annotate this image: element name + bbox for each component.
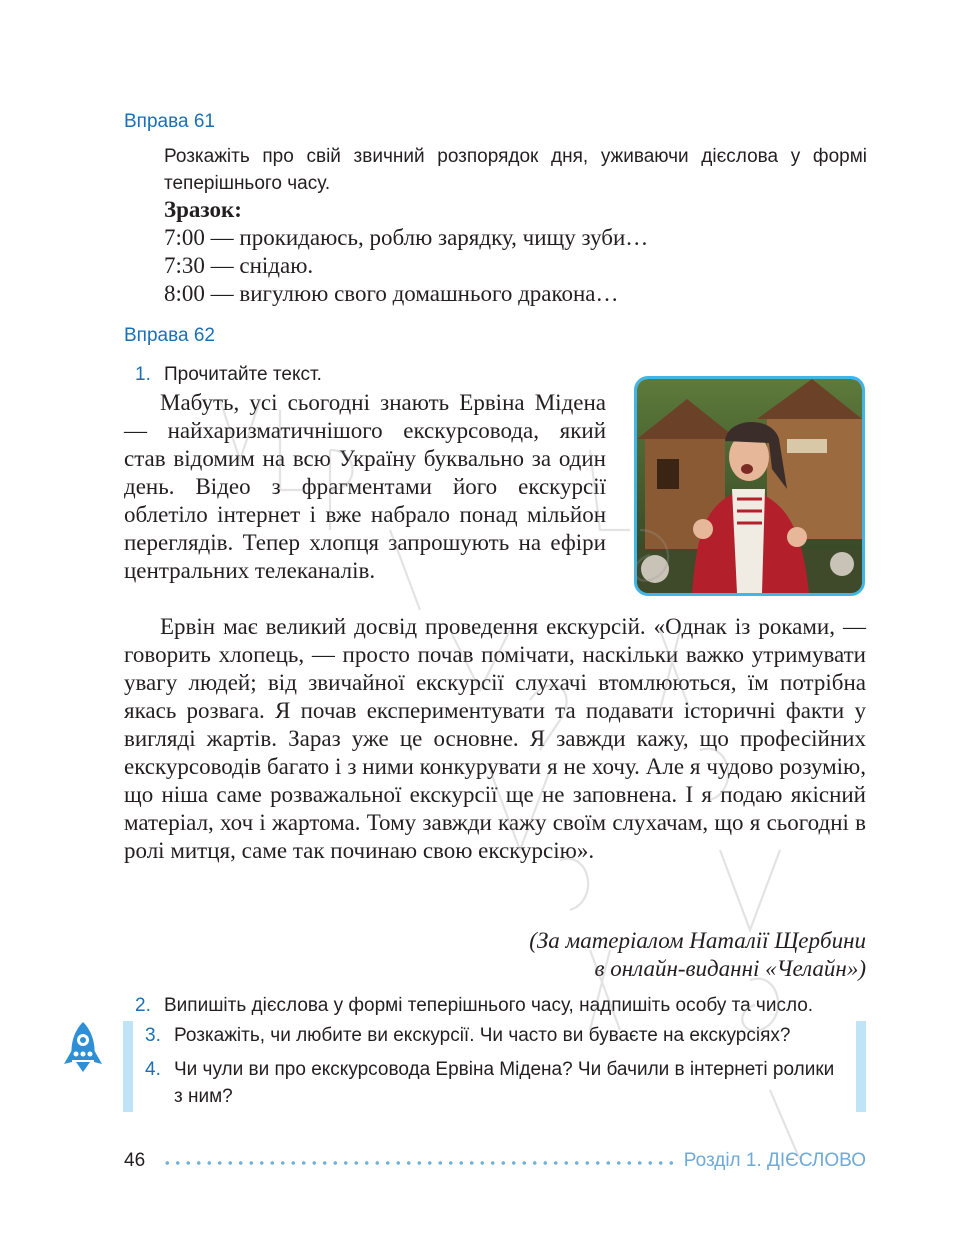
sample-line: 8:00 — вигулюю свого домашнього дракона… [164, 281, 619, 306]
task-3 [145, 1022, 791, 1049]
page-number: 46 [124, 1150, 146, 1171]
story-paragraph-1: Мабуть, усі сьогодні знають Ервіна Мідена — найхаризматичнішого екскурсовода, який став відомим на всю Україну буквально за один день. Відео з фрагментами його екскурсії облетіло інтернет і вже набрало понад мільйон переглядів. Тепер хлопця запрошують на ефіри центральних телеканалів. [124, 390, 606, 583]
task-3-number: 3. [145, 1025, 161, 1046]
footer-dotted-rule [162, 1160, 676, 1166]
sample-line: 7:00 — прокидаюсь, роблю зарядку, чищу зуби… [164, 225, 649, 250]
rocket-icon [60, 1020, 106, 1074]
source-citation [529, 927, 866, 983]
sample-line: 7:30 — снідаю. [164, 253, 314, 278]
exercise-62-heading: Вправа 62 [124, 325, 215, 346]
exercise-61-task: Розкажіть про свій звичний розпорядок дня, уживаючи дієслова у формі теперішнього часу. [164, 146, 867, 194]
sample-label: Зразок: [164, 197, 242, 222]
task-3-text: Розкажіть, чи любите ви екскурсії. Чи часто ви буваєте на екскурсіях? [174, 1025, 791, 1046]
task-1-text: Прочитайте текст. [164, 364, 322, 385]
task-4-text: Чи чули ви про екскурсовода Ервіна Мідена? Чи бачили в інтернеті ролики з ним? [174, 1059, 835, 1107]
task-2-text: Випишіть дієслова у формі теперішнього часу, надпишіть особу та число. [164, 995, 814, 1016]
guide-photo [634, 376, 865, 596]
highlight-bar-left [123, 1021, 133, 1112]
source-line-1: (За матеріалом Наталії Щербини [529, 928, 866, 953]
highlight-bar-right [856, 1021, 866, 1112]
task-4 [145, 1056, 844, 1110]
exercise-61-heading: Вправа 61 [124, 111, 215, 132]
source-line-2: в онлайн-виданні «Челайн») [594, 956, 866, 981]
task-1-number: 1. [135, 364, 151, 385]
task-4-number: 4. [145, 1059, 161, 1080]
exercise-61-sample [164, 196, 648, 308]
task-2 [135, 992, 814, 1019]
task-2-number: 2. [135, 995, 151, 1016]
story-paragraph-2: Ервін має великий досвід проведення екскурсій. «Однак із роками, — говорить хлопець, — просто почав помічати, наскільки важко утримувати увагу людей; від звичайної екскурсії слухачі втомлюються, їм потрібна якась розвага. Я почав експериментувати та подавати історичні факти у вигляді жартів. Зараз уже це основне. Я завжди кажу, що професійних екскурсоводів багато і з ними конкурувати я не хочу. Але я чудово розумію, що ніша саме розважальної екскурсії ще не заповнена. І я подаю якісний матеріал, хоч і жартома. Тому завжди кажу своїм слухачам, що я сьогодні в ролі митця, саме так починаю свою екскурсію». [124, 614, 866, 863]
task-1 [135, 361, 322, 388]
guide-illustration [637, 379, 862, 593]
section-title: Розділ 1. ДІЄСЛОВО [683, 1150, 866, 1171]
